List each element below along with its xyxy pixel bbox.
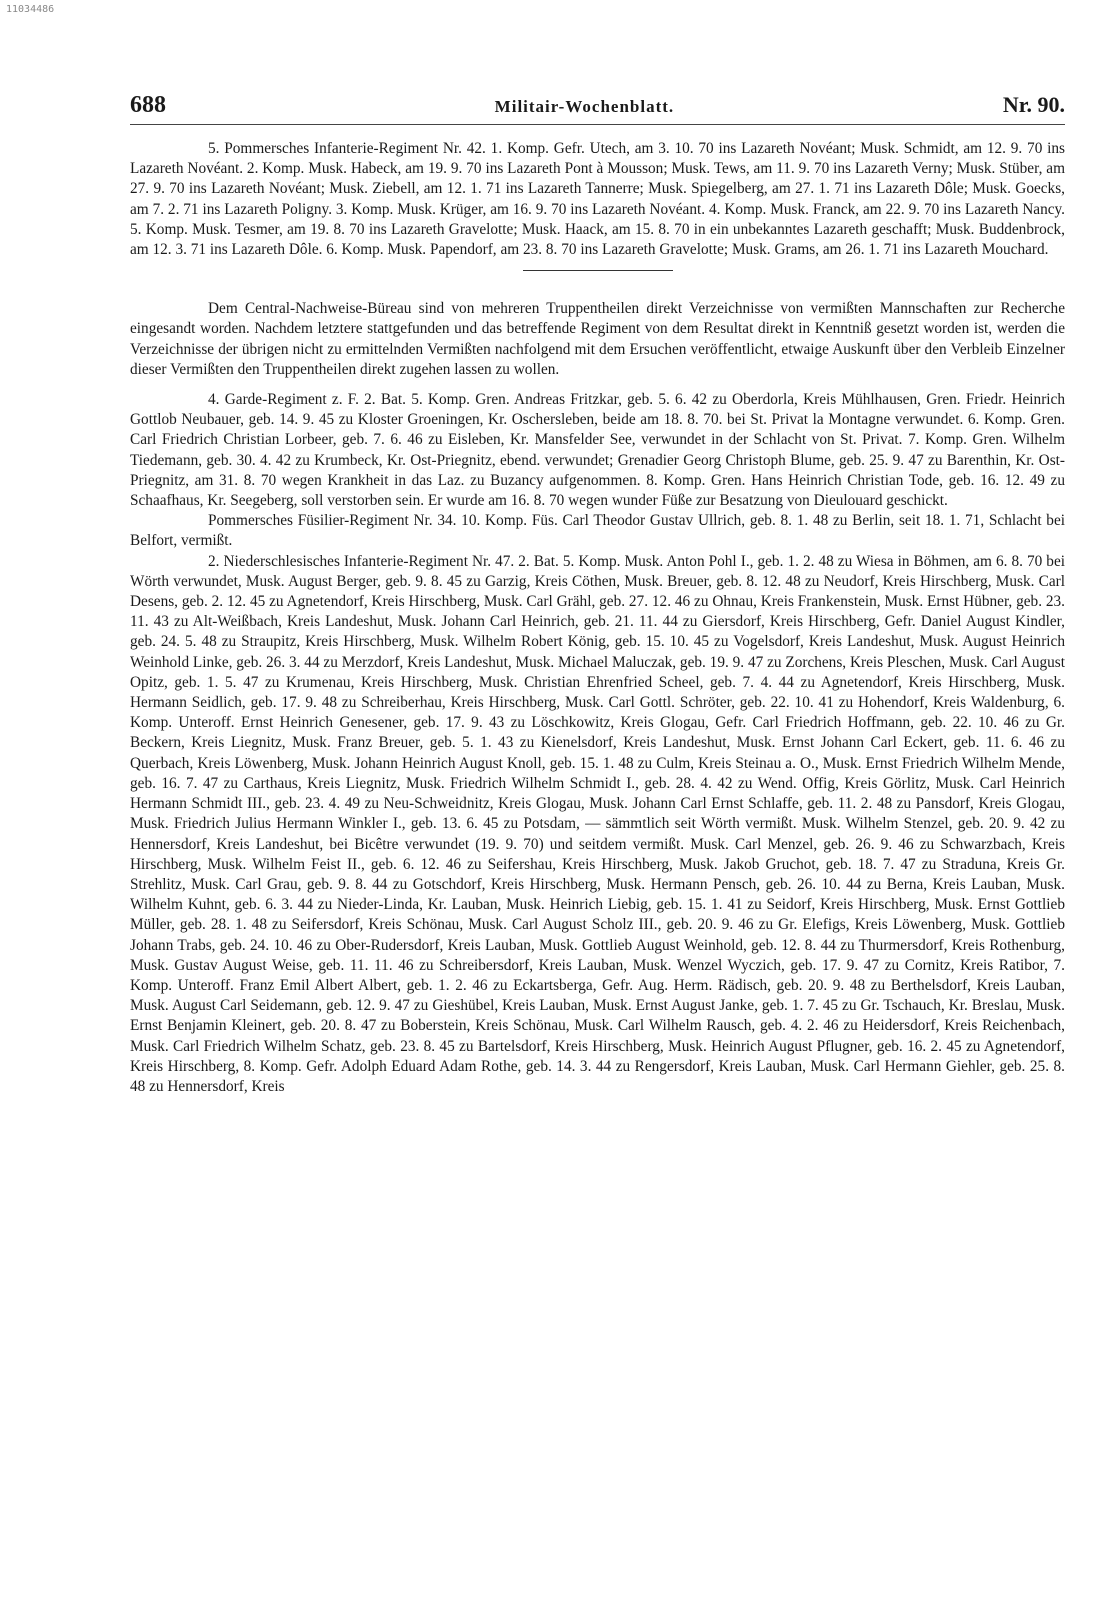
header-rule [130,124,1065,125]
notice-paragraph: Dem Central-Nachweise-Büreau sind von mehreren Truppentheilen direkt Verzeichnisse von vermißten Mannschaften zur Recherche eingesandt worden. Nachdem letztere stattgefunden und das betreffende Regiment von dem Resultat direkt in Kenntniß gesetzt worden ist, werden die Verzeichnisse der übrigen nicht zu ermittelnden Vermißten nachfolgend mit dem Ersuchen veröffentlicht, etwaige Auskunft über den Verbleib Einzelner dieser Vermißten den Truppentheilen direkt zugehen lassen zu wollen. [130,300,1065,378]
section-divider [523,270,673,271]
document-page [130,92,1065,1097]
page-header [130,92,1065,119]
issue-number: Nr. 90. [1002,92,1065,117]
scan-id: 11034486 [6,4,55,15]
journal-title: Militair-Wochenblatt. [494,97,675,116]
section-garde-4: 4. Garde-Regiment z. F. 2. Bat. 5. Komp. Gren. Andreas Fritzkar, geb. 5. 6. 42 zu Oberdorla, Kreis Mühlhausen, Gren. Friedr. Heinrich Gottlob Neubauer, geb. 14. 9. 45 zu Kloster Groeningen, Kr. Oschersleben, beide am 18. 8. 70. bei St. Privat la Montagne verwundet. 6. Komp. Gren. Carl Friedrich Christian Lorbeer, geb. 7. 6. 46 zu Eisleben, Kr. Mansfelder See, verwundet in der Schlacht von St. Privat. 7. Komp. Gren. Wilhelm Tiedemann, geb. 30. 4. 42 zu Krumbeck, Kr. Ost-Priegnitz, ebend. verwundet; Grenadier Georg Christoph Blume, geb. 25. 9. 47 zu Barenthin, Kr. Ost-Priegnitz, am 31. 8. 70 wegen Krankheit in das Laz. zu Buzancy aufgenommen. 8. Komp. Gren. Hans Heinrich Christian Tode, geb. 16. 12. 49 zu Schaafhaus, Kr. Seegeberg, soll verstorben sein. Er wurde am 16. 8. 70 wegen wunder Füße zur Besatzung von Dieulouard geschickt. [130,391,1065,510]
spacer [130,380,1065,390]
page-number: 688 [130,92,166,118]
section-pommern-42: 5. Pommersches Infanterie-Regiment Nr. 42. 1. Komp. Gefr. Utech, am 3. 10. 70 ins Lazareth Novéant; Musk. Schmidt, am 12. 9. 70 ins Lazareth Novéant. 2. Komp. Musk. Habeck, am 19. 9. 70 ins Lazareth Pont à Mousson; Musk. Tews, am 11. 9. 70 ins Lazareth Verny; Musk. Stüber, am 27. 9. 70 ins Lazareth Novéant; Musk. Ziebell, am 12. 1. 71 ins Lazareth Tannerre; Musk. Spiegelberg, am 27. 1. 71 ins Lazareth Dôle; Musk. Goecks, am 7. 2. 71 ins Lazareth Poligny. 3. Komp. Musk. Krüger, am 16. 9. 70 ins Lazareth Novéant. 4. Komp. Musk. Franck, am 22. 9. 70 ins Lazareth Nancy. 5. Komp. Musk. Tesmer, am 19. 8. 70 ins Lazareth Gravelotte; Musk. Haack, am 15. 8. 70 in ein unbekanntes Lazareth geschafft; Musk. Buddenbrock, am 12. 3. 71 ins Lazareth Dôle. 6. Komp. Musk. Papendorf, am 23. 8. 70 ins Lazareth Gravelotte; Musk. Grams, am 26. 1. 71 ins Lazareth Mouchard. [130,140,1065,259]
section-niederschlesien-47: 2. Niederschlesisches Infanterie-Regiment Nr. 47. 2. Bat. 5. Komp. Musk. Anton Pohl I., geb. 1. 2. 48 zu Wiesa in Böhmen, am 6. 8. 70 bei Wörth verwundet, Musk. August Berger, geb. 9. 8. 45 zu Garzig, Kreis Cöthen, Musk. Breuer, geb. 8. 12. 48 zu Neudorf, Kreis Hirschberg, Musk. Carl Desens, geb. 2. 12. 45 zu Agnetendorf, Kreis Hirschberg, Musk. Carl Grähl, geb. 27. 12. 46 zu Ohnau, Kreis Frankenstein, Musk. Ernst Hübner, geb. 23. 11. 43 zu Alt-Weißbach, Kreis Landeshut, Musk. Johann Carl Heinrich, geb. 21. 11. 44 zu Giersdorf, Kreis Hirschberg, Gefr. Daniel August Kindler, geb. 24. 5. 48 zu Straupitz, Kreis Hirschberg, Musk. Wilhelm Robert König, geb. 15. 10. 45 zu Vogelsdorf, Kreis Landeshut, Musk. August Heinrich Weinhold Linke, geb. 26. 3. 44 zu Merzdorf, Kreis Landeshut, Musk. Michael Maluczak, geb. 19. 9. 47 zu Zorchens, Kreis Pleschen, Musk. Carl August Opitz, geb. 1. 5. 47 zu Krumenau, Kreis Hirschberg, Musk. Christian Ehrenfried Scheel, geb. 7. 4. 44 zu Agnetendorf, Kreis Hirschberg, Musk. Hermann Seidlich, geb. 17. 9. 48 zu Schreiberhau, Kreis Hirschberg, Musk. Carl Gottl. Schröter, geb. 22. 10. 41 zu Hohendorf, Kreis Waldenburg, 6. Komp. Unteroff. Ernst Heinrich Genesener, geb. 17. 9. 43 zu Löschkowitz, Kreis Glogau, Gefr. Carl Friedrich Hoffmann, geb. 22. 10. 46 zu Gr. Beckern, Kreis Liegnitz, Musk. Franz Breuer, geb. 5. 1. 43 zu Kienelsdorf, Kreis Landeshut, Musk. Ernst Johann Carl Eckert, geb. 11. 6. 46 zu Querbach, Kreis Löwenberg, Musk. Johann Heinrich August Knoll, geb. 15. 1. 48 zu Culm, Kreis Steinau a. O., Musk. Ernst Friedrich Wilhelm Mende, geb. 16. 7. 47 zu Carthaus, Kreis Liegnitz, Musk. Friedrich Wilhelm Schmidt I., geb. 28. 4. 42 zu Wend. Offig, Kreis Görlitz, Musk. Carl Heinrich Hermann Schmidt III., geb. 23. 4. 49 zu Neu-Schweidnitz, Kreis Glogau, Musk. Johann Carl Ernst Schlaffe, geb. 11. 2. 48 zu Pansdorf, Kreis Glogau, Musk. Friedrich Julius Hermann Winkler I., geb. 13. 6. 45 zu Potsdam, — sämmtlich seit Wörth vermißt. Musk. Wilhelm Stenzel, geb. 20. 9. 42 zu Hennersdorf, Kreis Landeshut, bei Bicêtre verwundet (19. 9. 70) und seitdem vermißt. Musk. Carl Menzel, geb. 26. 9. 46 zu Schwarzbach, Kreis Hirschberg, Musk. Wilhelm Feist II., geb. 6. 12. 46 zu Seifershau, Kreis Hirschberg, Musk. Jakob Gruchot, geb. 18. 7. 47 zu Stradunа, Kreis Gr. Strehlitz, Musk. Carl Grau, geb. 9. 8. 44 zu Gotschdorf, Kreis Hirschberg, Musk. Hermann Pensch, geb. 26. 10. 44 zu Berna, Kreis Lauban, Musk. Wilhelm Kuhnt, geb. 6. 3. 44 zu Nieder-Linda, Kr. Lauban, Musk. Heinrich Liebig, geb. 15. 1. 41 zu Seidorf, Kreis Hirschberg, Musk. Ernst Gottlieb Müller, geb. 28. 1. 48 zu Seifersdorf, Kreis Schönau, Musk. Carl August Scholz III., geb. 20. 9. 46 zu Gr. Elefigs, Kreis Löwenberg, Musk. Gottlieb Johann Trabs, geb. 24. 10. 46 zu Ober-Rudersdorf, Kreis Lauban, Musk. Gottlieb August Weinhold, geb. 12. 8. 44 zu Thurmersdorf, Kreis Rothenburg, Musk. Gustav August Weise, geb. 11. 11. 46 zu Schreibersdorf, Kreis Lauban, Musk. Wenzel Wyczich, geb. 17. 9. 47 zu Cornitz, Kreis Ratibor, 7. Komp. Unteroff. Franz Emil Albert Albert, geb. 1. 2. 46 zu Eckartsberga, Gefr. Aug. Herm. Rädisch, geb. 20. 9. 48 zu Berthelsdorf, Kreis Lauban, Musk. August Carl Seidemann, geb. 12. 9. 47 zu Gieshübel, Kreis Lauban, Musk. Ernst August Janke, geb. 1. 7. 45 zu Gr. Tschauch, Kr. Breslau, Musk. Ernst Benjamin Kleinert, geb. 20. 8. 47 zu Boberstein, Kreis Schönau, Musk. Carl Wilhelm Rausch, geb. 4. 2. 46 zu Heidersdorf, Kreis Reichenbach, Musk. Carl Friedrich Wilhelm Schatz, geb. 23. 8. 45 zu Bartelsdorf, Kreis Hirschberg, Musk. Heinrich August Pflugner, geb. 16. 2. 45 zu Agnetendorf, Kreis Hirschberg, 8. Komp. Gefr. Adolph Eduard Adam Rothe, geb. 14. 3. 44 zu Rengersdorf, Kreis Lauban, Musk. Carl Hermann Giehler, geb. 25. 8. 48 zu Hennersdorf, Kreis [130,552,1065,1095]
section-fusilier-34: Pommersches Füsilier-Regiment Nr. 34. 10. Komp. Füs. Carl Theodor Gustav Ullrich, geb. 8. 1. 48 zu Berlin, seit 18. 1. 71, Schlacht bei Belfort, vermißt. [130,512,1065,550]
